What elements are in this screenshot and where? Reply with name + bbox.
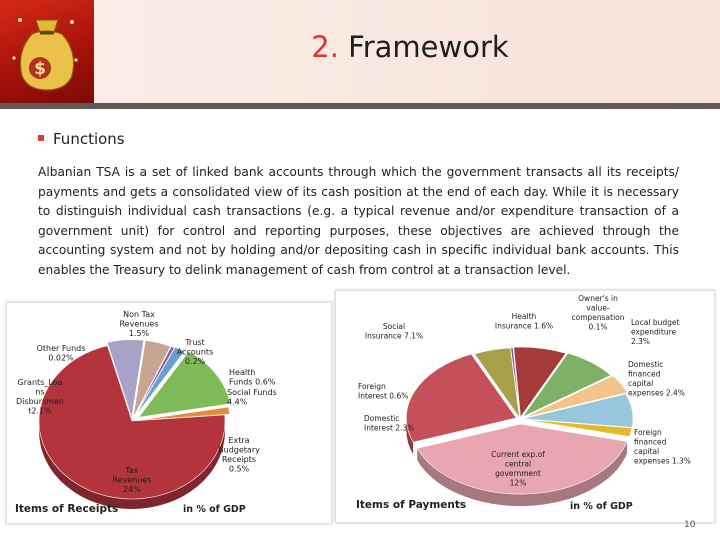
payments-label-current-exp-of-central-government: Current exp.of central government 12% (491, 450, 545, 488)
receipts-label-social-funds: Social Funds 4.4% (227, 388, 277, 407)
page-number: 10 (684, 520, 696, 530)
payments-label-owner-s-in-value-compensation: Owner's in value-compensation 0.1% (571, 294, 625, 332)
payments-label-health-insurance: Health Insurance 1.6% (494, 312, 554, 331)
payments-pie (336, 291, 714, 522)
slide-title (0, 30, 720, 64)
receipts-pie (7, 303, 331, 523)
receipts-label-grants-loans-disbursmen: Grants_Loa ns Disbursmen t2.1% (16, 378, 64, 416)
title-text: Framework (348, 30, 509, 64)
title-number: 2. (311, 30, 339, 64)
receipts-chart-unit: in % of GDP (183, 504, 246, 515)
payments-label-foreign-interest: Foreign Interest 0.6% (358, 382, 409, 401)
receipts-label-extra-budgetary-receipts: Extra Budgetary Receipts 0.5% (218, 436, 260, 474)
receipts-chart (6, 302, 332, 524)
svg-text:$: $ (34, 59, 46, 79)
bullet-text: Functions (53, 130, 125, 148)
receipts-label-health-funds: Health Funds 0.6% (229, 368, 276, 387)
payments-label-social-insurance: Social Insurance 7.1% (364, 322, 424, 341)
payments-label-foreign-financed-capital-expenses: Foreign financed capital expenses 1.3% (634, 428, 691, 466)
payments-label-local-budget-expenditure: Local budget expenditure 2.3% (631, 318, 680, 346)
body-paragraph: Albanian TSA is a set of linked bank accounts through which the government transacts all its receipts/ payments and gets a consolidated view of its cash position at the end of each day. While it is necessary to distinguish individual cash transactions (e.g. a typical revenue and/or expenditure transaction of a government unit) for control and reporting purposes, these objectives are achieved through the accounting system and not by holding and/or depositing cash in specific individual bank accounts. This enables the Treasury to delink management of cash from control at a transaction level. (38, 165, 679, 277)
receipts-label-non-tax-revenues: Non Tax Revenues 1.5% (119, 310, 159, 338)
receipts-label-other-funds: Other Funds 0.02% (36, 344, 86, 363)
bullet-square-icon (38, 135, 44, 141)
receipts-label-trust-accounts: Trust Accounts 0.2% (176, 338, 214, 366)
payments-chart (335, 290, 715, 523)
payments-chart-title: Items of Payments (356, 499, 467, 511)
payments-label-domestic-interest: Domestic Interest 2.3% (364, 414, 415, 433)
receipts-chart-title: Items of Receipts (15, 503, 119, 515)
payments-label-domestic-financed-capital-expenses: Domestic financed capital expenses 2.4% (628, 360, 685, 398)
payments-chart-unit: in % of GDP (570, 501, 633, 512)
bullet-item (38, 130, 125, 148)
header-rule (0, 103, 720, 109)
receipts-label-tax-revenues: Tax Revenues 24% (112, 466, 152, 494)
